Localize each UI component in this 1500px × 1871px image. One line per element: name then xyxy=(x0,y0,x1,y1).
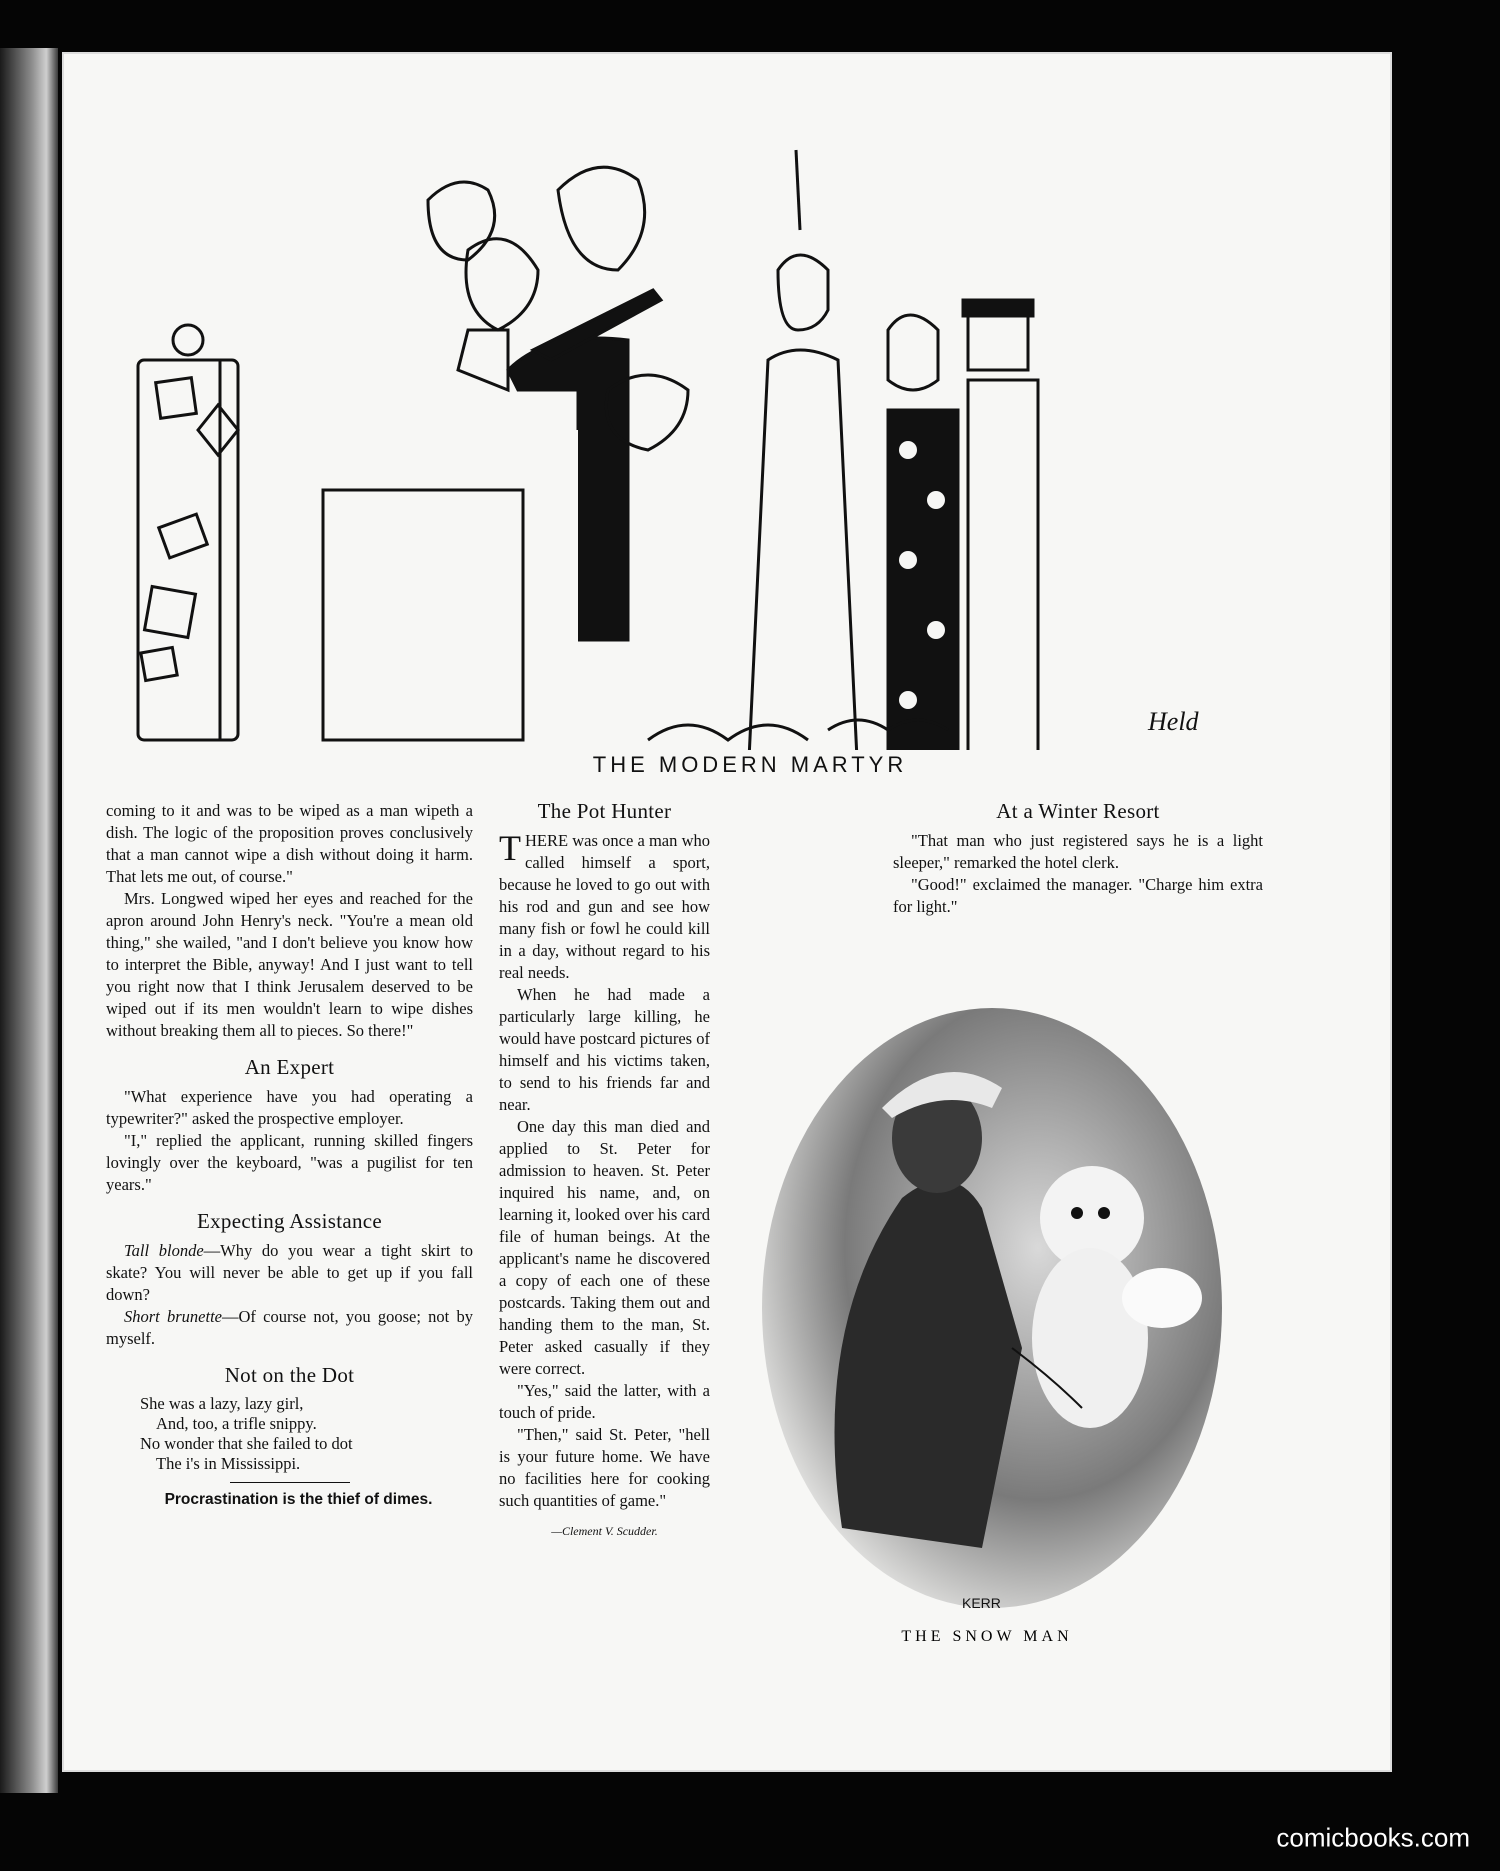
poem-line-4: The i's in Mississippi. xyxy=(156,1454,301,1473)
winter-resort-paragraph-1: "That man who just registered says he is a light sleeper," remarked the hotel clerk. xyxy=(893,831,1263,872)
heading-expecting-assistance: Expecting Assistance xyxy=(196,1209,383,1233)
expert-paragraph-1: "What experience have you had operating a typewriter?" asked the prospective employer. xyxy=(106,1087,473,1128)
heading-an-expert: An Expert xyxy=(244,1055,335,1079)
snow-man-caption: THE SNOW MAN xyxy=(901,1628,1073,1645)
poem-line-2: And, too, a trifle snippy. xyxy=(156,1414,317,1433)
expert-paragraph-2: "I," replied the applicant, running skilled fingers lovingly over the keyboard, "was a pugilist for ten years." xyxy=(106,1131,473,1194)
pot-hunter-paragraph-2: When he had made a particularly large killing, he would have postcard pictures of himself and his victims taken, to send to his friends far and near. xyxy=(499,985,710,1114)
assistance-text-1: —Why do you wear a tight skirt to skate? You will never be able to get up if you fall down? xyxy=(106,1241,473,1304)
pot-hunter-intro-text: HERE was once a man who called himself a sport, because he loved to go out with his rod and gun and see how many fish or fowl he could kill in a day, without regard to his real needs. xyxy=(499,831,710,982)
column-1 xyxy=(106,800,473,1511)
author-credit: —Clement V. Scudder. xyxy=(551,1524,658,1538)
divider-rule xyxy=(230,1482,350,1483)
poem-line-3: No wonder that she failed to dot xyxy=(140,1434,353,1453)
artist-signature-kerr: KERR xyxy=(962,1595,1001,1611)
assistance-line-1 xyxy=(106,1240,473,1306)
top-illustration-caption: THE MODERN MARTYR xyxy=(592,752,908,777)
poem-line-1: She was a lazy, lazy girl, xyxy=(140,1394,304,1413)
poem xyxy=(106,1394,473,1474)
col1-paragraph-2: Mrs. Longwed wiped her eyes and reached for the apron around John Henry's neck. "You're a mean old thing," she wailed, "and I don't believe you know how to interpret the Bible, anyway! And I just want to tell you right now that I think Jerusalem deserved to be wiped out if its men wouldn't learn to wipe dishes without breaking them all to pieces. So there!" xyxy=(106,889,473,1040)
site-watermark: comicbooks.com xyxy=(1276,1822,1470,1853)
heading-not-on-the-dot: Not on the Dot xyxy=(224,1363,355,1387)
assistance-text-2: —Of course not, you goose; not by myself. xyxy=(106,1307,473,1348)
column-2 xyxy=(499,800,710,1542)
heading-pot-hunter: The Pot Hunter xyxy=(537,799,672,823)
heading-winter-resort: At a Winter Resort xyxy=(996,799,1160,823)
winter-resort-paragraph-2: "Good!" exclaimed the manager. "Charge him extra for light." xyxy=(893,875,1263,916)
snow-man-illustration xyxy=(752,1008,1222,1628)
speaker-tall-blonde: Tall blonde xyxy=(124,1241,204,1260)
pot-hunter-paragraph-3: One day this man died and applied to St. Peter for admission to heaven. St. Peter inquired his name, and, on learning it, looked over his card file of human beings. At the applicant's name he discovered a copy of each one of these postcards. Taking them out and handing them to the man, St. Peter asked casually if they were correct. xyxy=(499,1117,710,1378)
col1-paragraph-1: coming to it and was to be wiped as a man wipeth a dish. The logic of the proposition proves conclusively that a man cannot wipe a dish without doing it harm. That lets me out, of course." xyxy=(106,801,473,886)
dropcap-t: T xyxy=(499,828,521,868)
pot-hunter-first-paragraph xyxy=(499,830,710,984)
pot-hunter-paragraph-5: "Then," said St. Peter, "hell is your future home. We have no facilities here for cooking such quantities of game." xyxy=(499,1425,710,1510)
pot-hunter-paragraph-4: "Yes," said the latter, with a touch of pride. xyxy=(499,1381,710,1422)
closing-line: Procrastination is the thief of dimes. xyxy=(164,1491,433,1508)
modern-martyr-illustration xyxy=(128,130,1238,750)
speaker-short-brunette: Short brunette xyxy=(124,1307,222,1326)
assistance-line-2 xyxy=(106,1306,473,1350)
column-3 xyxy=(893,800,1263,918)
book-spine xyxy=(0,48,58,1793)
artist-signature-held: Held xyxy=(1148,707,1199,736)
